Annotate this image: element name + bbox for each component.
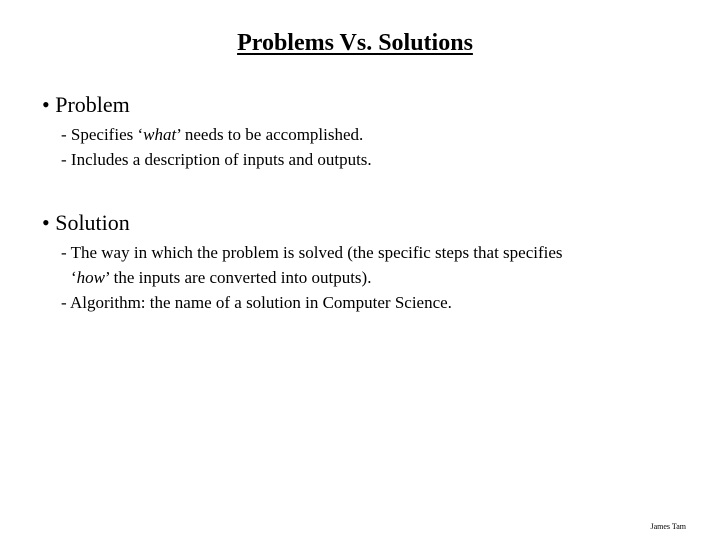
problem-sub-list [61, 122, 372, 172]
problem-section [42, 92, 372, 172]
solution-item-1-emphasis: how [76, 268, 106, 287]
solution-item-1-prefix: ‘ [71, 268, 77, 287]
problem-bullet: • Problem [42, 92, 130, 117]
solution-item-1-suffix: ’ the inputs are converted into outputs). [105, 268, 372, 287]
problem-item-1-suffix: ’ needs to be accomplished. [176, 125, 364, 144]
solution-section [42, 210, 563, 315]
problem-item-1-prefix: - Specifies ‘ [61, 125, 144, 144]
list-item [61, 122, 372, 147]
list-item: - Algorithm: the name of a solution in Computer Science. [61, 293, 452, 312]
solution-sub-list [61, 240, 563, 315]
footer-author: James Tam [650, 522, 686, 531]
problem-item-1-emphasis: what [143, 125, 177, 144]
list-item: - The way in which the problem is solved (the specific steps that specifies [61, 243, 563, 262]
list-item: - Includes a description of inputs and outputs. [61, 150, 372, 169]
solution-bullet: • Solution [42, 210, 130, 235]
list-item-continuation [61, 265, 563, 290]
page-title: Problems Vs. Solutions [237, 30, 473, 56]
